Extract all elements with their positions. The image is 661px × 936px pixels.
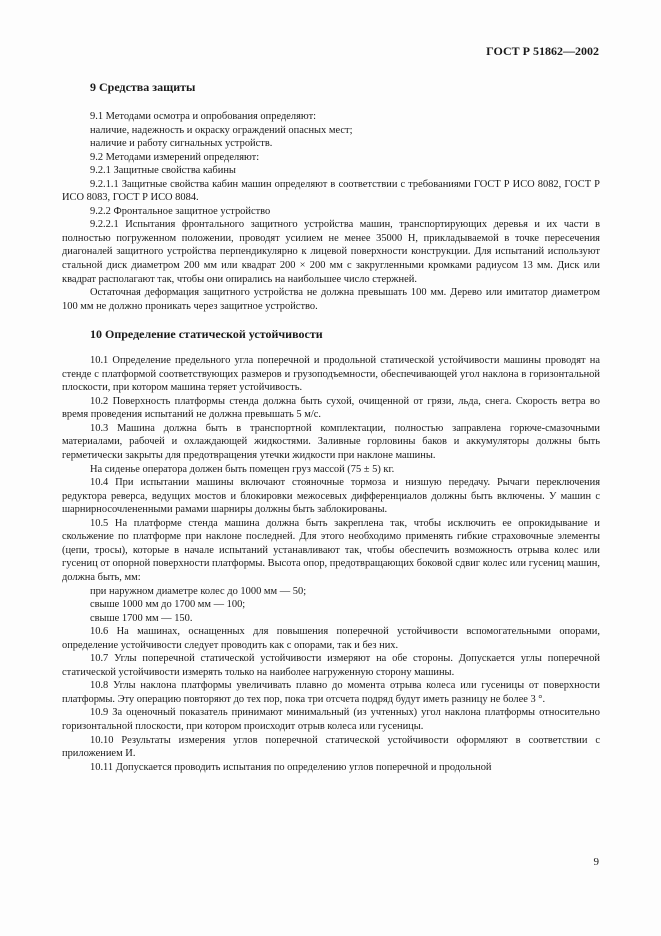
paragraph: 9.1 Методами осмотра и опробования определяют: [90,111,317,122]
paragraph: 10.7 Углы поперечной статической устойчивости измеряют на обе стороны. Допускается углы поперечной статической устойчивости измерять только на наиболее нагруженную сторону машины. [62,653,600,678]
paragraph: 10.6 На машинах, оснащенных для повышения поперечной устойчивости вспомогательными опорами, определение устойчивости следует проводить как с опорами, так и без них. [62,626,600,651]
paragraph: 9.2.2 Фронтальное защитное устройство [90,205,271,217]
section-9-body [62,110,600,313]
paragraph: при наружном диаметре колес до 1000 мм — 50; [90,585,307,597]
paragraph: 10.2 Поверхность платформы стенда должна быть сухой, очищенной от грязи, льда, снега. Скорость ветра во время проведения испытаний не должна превышать 5 м/с. [62,395,600,421]
section-10-body [62,354,600,774]
paragraph: На сиденье оператора должен быть помещен груз массой (75 ± 5) кг. [90,463,395,475]
page-content [62,70,600,774]
paragraph: 9.2.1.1 Защитные свойства кабин машин определяют в соответствии с требованиями ГОСТ Р ИСО 8082, ГОСТ Р ИСО 8083, ГОСТ Р ИСО 8084. [62,178,600,204]
section-10-heading: 10 Определение статической устойчивости [90,327,323,342]
paragraph: 9.2.1 Защитные свойства кабины [90,165,236,177]
paragraph: 10.3 Машина должна быть в транспортной комплектации, полностью заправлена горюче-смазочными материалами, рабочей и охлаждающей жидкостями. Заливные горловины баков и аккумуляторы должны быть герметически закрыты для предотвращения утечки жидкости при наклоне машины. [62,422,600,462]
paragraph: Остаточная деформация защитного устройства не должна превышать 100 мм. Дерево или имитатор диаметром 100 мм не должно проникать через защитное устройство. [62,287,600,312]
paragraph: свыше 1000 мм до 1700 мм — 100; [90,599,246,611]
paragraph: 10.8 Углы наклона платформы увеличивать плавно до момента отрыва колеса или гусеницы от поверхности платформы. Эту операцию повторяют до тех пор, пока три отсчета подряд будут иметь разницу не более 3 °. [62,680,600,705]
section-9-heading: 9 Средства защиты [90,80,196,94]
paragraph: 9.2.2.1 Испытания фронтального защитного устройства машин, транспортирующих деревья и их части в полностью погруженном положении, проводят усилием не менее 35000 Н, прикладываемой в точке пересечения диагоналей защитного устройства перпендикулярно к лицевой поверхности конструкции. Для испытаний используют стальной диск диаметром 200 мм или квадрат 200 × 200 мм с закругленными кромками радиусом 13 мм. Диск или квадрат располагают так, чтобы они опирались на наибольшее число стержней. [62,219,600,285]
page-number: 9 [593,856,599,868]
paragraph: наличие и работу сигнальных устройств. [90,138,273,150]
paragraph: 10.11 Допускается проводить испытания по определению углов поперечной и продольной [90,761,492,773]
paragraph: наличие, надежность и окраску ограждений опасных мест; [90,124,353,136]
paragraph: 9.2 Методами измерений определяют: [90,151,260,163]
paragraph: свыше 1700 мм — 150. [90,612,193,624]
paragraph: 10.9 За оценочный показатель принимают минимальный (из учтенных) угол наклона платформы относительно горизонтальной плоскости, при котором происходит отрыв колеса или гусеницы. [62,707,600,732]
paragraph: 10.5 На платформе стенда машина должна быть закреплена так, чтобы исключить ее опрокидывание и скольжение по платформе при наклоне последней. Для этого необходимо применять гибкие страховочные элементы (цепи, тросы), которые в начале испытаний устанавливают так, чтобы обеспечить возможность отрыва колес или гусениц от опорной поверхности платформы. Высота опор, предотвращающих боковой сдвиг колес или гусениц машин, должна быть, мм: [62,517,600,583]
standard-header: ГОСТ Р 51862—2002 [486,44,599,58]
paragraph: 10.10 Результаты измерения углов поперечной статической устойчивости оформляют в соответствии с приложением И. [62,734,600,760]
paragraph: 10.4 При испытании машины включают стояночные тормоза и низшую передачу. Рычаги переключения редуктора реверса, ведущих мостов и блокировки межосевых дифференциалов должны быть включены. У машин с шарнирносочлененными рамами шарниры должны быть заблокированы. [62,477,600,516]
paragraph: 10.1 Определение предельного угла поперечной и продольной статической устойчивости машины проводят на стенде с платформой соответствующих размеров и грузоподъемности, обеспечивающей угол наклона в горизонтальной плоскости, при котором машина теряет устойчивость. [62,355,600,394]
